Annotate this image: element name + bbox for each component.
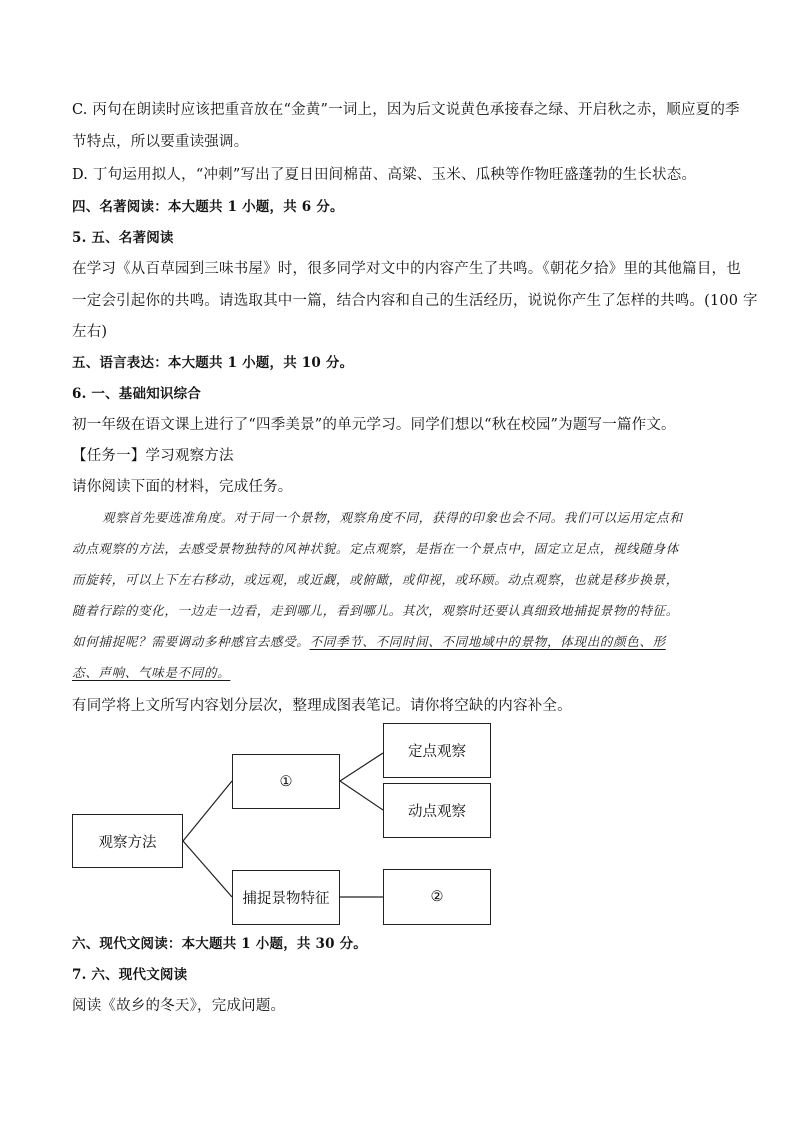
connector-root-to-capture <box>183 841 232 897</box>
q6-intro: 初一年级在语文课上进行了“四季美景”的单元学习。同学们想以“秋在校园”为题写一篇作文。 <box>72 417 676 433</box>
diagram-fixed-point-label: 定点观察 <box>408 744 466 760</box>
passage-line-5-underlined: 不同季节、不同时间、不同地域中的景物，体现出的颜色、形 <box>309 634 666 649</box>
passage-line-4: 随着行踪的变化，一边走一边看，走到哪儿，看到哪儿。其次，观察时还要认真细致地捕捉景物的特征。 <box>72 603 679 618</box>
diagram-blank2-box[interactable] <box>383 869 491 925</box>
q7-title: 7. 六、现代文阅读 <box>72 967 188 983</box>
passage-line-3: 而旋转，可以上下左右移动，或远观，或近觑，或俯瞰，或仰视，或环顾。动点观察，也就是移步换景， <box>72 572 679 587</box>
diagram-capture-box <box>232 870 340 925</box>
c-option-line-2: 节特点，所以要重读强调。 <box>72 134 249 150</box>
passage-line-1: 观察首先要选准角度。对于同一个景物，观察角度不同，获得的印象也会不同。我们可以运用定点和 <box>102 510 683 525</box>
c-option-line-1: C. 丙句在朗读时应该把重音放在“金黄”一词上，因为后文说黄色承接春之绿、开启秋之赤，顺应夏的季 <box>72 102 740 118</box>
diagram-blank1-box[interactable] <box>232 754 340 809</box>
diagram-fixed-point-box <box>383 723 491 778</box>
section5-header: 五、语言表达：本大题共 1 小题，共 10 分。 <box>72 355 354 371</box>
q7-instruction: 阅读《故乡的冬天》，完成问题。 <box>72 998 286 1014</box>
diagram-root-label: 观察方法 <box>98 834 157 851</box>
passage-line-2: 动点观察的方法，去感受景物独特的风神状貌。定点观察，是指在一个景点中，固定立足点，视线随身体 <box>72 541 679 556</box>
section4-header: 四、名著阅读：本大题共 1 小题，共 6 分。 <box>72 199 344 215</box>
task1-instruction: 请你阅读下面的材料，完成任务。 <box>72 479 293 495</box>
connector-blank1-to-fixed <box>340 753 383 781</box>
passage-line-5-plain: 如何捕捉呢？需要调动多种感官去感受。 <box>72 634 310 649</box>
diagram-instruction: 有同学将上文所写内容划分层次，整理成图表笔记。请你将空缺的内容补全。 <box>72 698 572 714</box>
diagram-blank2-label: ② <box>430 889 444 905</box>
q5-title: 5. 五、名著阅读 <box>72 230 174 246</box>
q6-title: 6. 一、基础知识综合 <box>72 386 201 402</box>
diagram-moving-point-label: 动点观察 <box>408 804 466 820</box>
diagram-blank1-label: ① <box>279 773 293 790</box>
q5-text-line-3: 左右) <box>72 324 108 340</box>
connector-blank1-to-moving <box>340 781 383 810</box>
task1-title: 【任务一】学习观察方法 <box>72 448 234 464</box>
passage-line-6-underlined: 态、声响、气味是不同的。 <box>72 665 231 680</box>
diagram-capture-label: 捕捉景物特征 <box>242 891 330 907</box>
connector-root-to-blank1 <box>183 781 232 841</box>
d-option-line: D. 丁句运用拟人，“冲刺”写出了夏日田间棉苗、高粱、玉米、瓜秧等作物旺盛蓬勃的生长状态。 <box>72 167 697 183</box>
diagram-root-box <box>72 814 183 868</box>
q5-text-line-1: 在学习《从百草园到三味书屋》时，很多同学对文中的内容产生了共鸣。《朝花夕拾》里的其他篇目，也 <box>72 261 741 277</box>
diagram-moving-point-box <box>383 783 491 838</box>
q5-text-line-2: 一定会引起你的共鸣。请选取其中一篇，结合内容和自己的生活经历，说说你产生了怎样的共鸣。(100 字 <box>72 293 758 309</box>
section6-header: 六、现代文阅读：本大题共 1 小题，共 30 分。 <box>72 936 367 952</box>
